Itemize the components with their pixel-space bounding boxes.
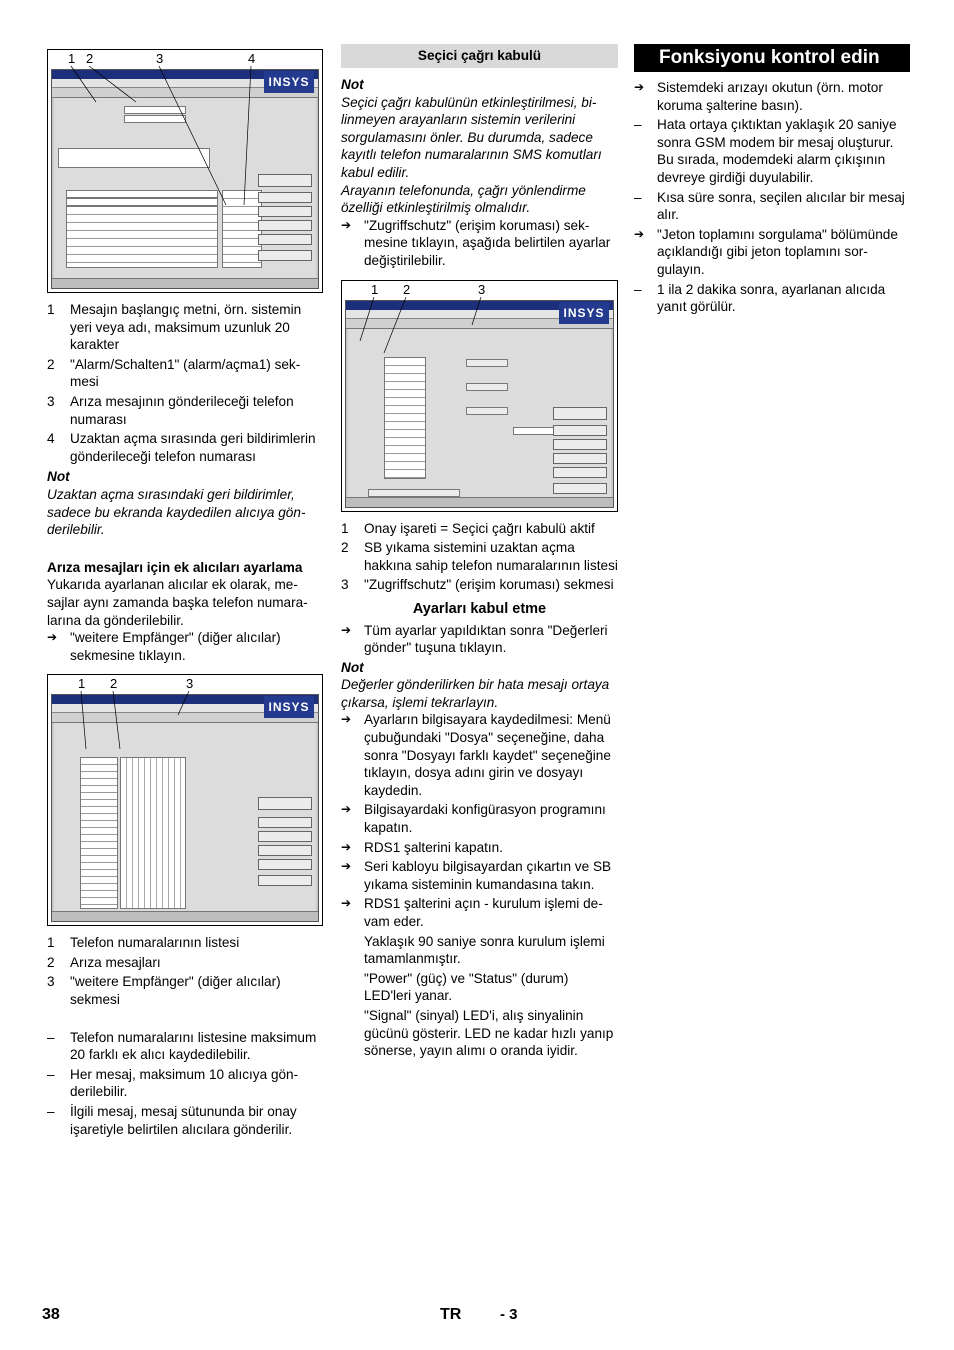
dash-item: – Hata ortaya çıktıktan yaklaşık 20 saniye sonra GSM modem bir mesaj oluşturur. Bu sırada, modemdeki alarm çıkışının devreye girdiği duyulabilir. (634, 117, 897, 185)
arrow-icon: ➔ (341, 217, 352, 232)
callout-1: 1 (68, 51, 76, 66)
subheading-accept-settings: Ayarları kabul etme (412, 600, 547, 617)
language-code: TR (440, 1306, 462, 1323)
list-item: 2 SB yıkama sistemini uzaktan açma hakkına sahip telefon numaralarının listesi (341, 540, 618, 573)
list-item: 1 Onay işareti = Seçici çağrı kabulü aktif (341, 520, 595, 536)
note-text: Arayanın telefonunda, çağrı yönlendirme özelliği etkinleştirilmiş olmalıdır. (341, 182, 586, 216)
instruction-step: ➔ Tüm ayarlar yapıldıktan sonra "Değerleri gönder" tuşuna tıklayın. (341, 622, 608, 656)
screenshot-recipients (47, 674, 323, 926)
note-label: Not (341, 77, 364, 92)
instruction-step: ➔ Sistemdeki arızayı okutun (örn. motor koruma şalterine basın). (634, 80, 883, 113)
list-item: 2 Arıza mesajları (47, 954, 161, 970)
callout-1: 1 (371, 281, 379, 297)
callout-2: 2 (403, 281, 411, 297)
callout-2: 2 (110, 676, 118, 692)
indented-text: Yaklaşık 90 saniye sonra kurulum işlemi tamamlanmıştır. (364, 933, 605, 967)
arrow-icon: ➔ (341, 802, 352, 817)
section-paragraph: Yukarıda ayarlanan alıcılar ek olarak, mesajlar aynı zamanda başka telefon numaralarına da gönderilebilir. (47, 577, 308, 628)
arrow-icon: ➔ (634, 80, 645, 94)
instruction-step: ➔ "Jeton toplamını sorgulama" bölümünde açıklandığı gibi jeton toplamını sorgulayın. (634, 226, 898, 277)
insys-logo: INSYS (559, 302, 609, 324)
arrow-icon: ➔ (341, 896, 352, 911)
screenshot-access-protection (341, 280, 618, 512)
arrow-icon: ➔ (341, 859, 352, 874)
list-item: 1 Mesajın başlangıç metni, örn. sistemin yeri veya adı, maksimum uzunluk 20 karakter (47, 302, 302, 353)
callout-3: 3 (156, 51, 164, 66)
column-right (634, 44, 910, 318)
arrow-icon: ➔ (634, 226, 645, 241)
callout-2: 2 (86, 51, 94, 66)
note-label: Not (341, 659, 364, 675)
dash-item: – Her mesaj, maksimum 10 alıcıya gönderilebilir. (47, 1066, 299, 1100)
page-sub-number: - 3 (500, 1306, 518, 1323)
instruction-step: ➔ Seri kabloyu bilgisayardan çıkartın ve SB yıkama sisteminin kumandasına takın. (341, 859, 612, 892)
callout-4: 4 (248, 51, 256, 66)
callout-3: 3 (478, 281, 486, 297)
note-text: Seçici çağrı kabulünün etkinleştirilmesi, bilinmeyen arayanların sistemin verilerini sorgulamasını önler. Bu durumda, sadece kayıtlı telefon numaralarının SMS komutları kabul edilir. (341, 94, 602, 180)
arrow-icon: ➔ (341, 712, 352, 727)
note-label: Not (47, 469, 70, 485)
instruction-step: ➔ "Zugriffschutz" (erişim koruması) sekmesine tıklayın, aşağıda belirtilen ayarlar değiştirilebilir. (341, 217, 611, 268)
list-item: 2 "Alarm/Schalten1" (alarm/açma1) sekmesi (47, 356, 301, 390)
indented-text: "Signal" (sinyal) LED'i, alış sinyalinin gücünü gösterir. LED ne kadar hızlı yanıp sönerse, yayın alımı o oranda iyidir. (364, 1007, 614, 1059)
instruction-step: ➔ RDS1 şalterini kapatın. (341, 839, 504, 855)
note-text: Uzaktan açma sırasındaki geri bildirimler, sadece bu ekranda kaydedilen alıcıya gönderilebilir. (47, 486, 306, 538)
arrow-icon: ➔ (341, 622, 352, 637)
screenshot-alarm-config (47, 49, 323, 293)
note-text: Değerler gönderilirken bir hata mesajı ortaya çıkarsa, işlemi tekrarlayın. (341, 677, 610, 710)
callout-lines (48, 675, 324, 925)
callout-lines (48, 50, 324, 292)
dash-item: – İlgili mesaj, mesaj sütununda bir onay işaretiyle belirtilen alıcılara gönderilir. (47, 1104, 297, 1137)
dash-item: – 1 ila 2 dakika sonra, ayarlanan alıcıda yanıt görülür. (634, 281, 886, 315)
section-heading: Arıza mesajları için ek alıcıları ayarlama (47, 559, 303, 575)
callout-3: 3 (186, 676, 194, 692)
indented-text: "Power" (güç) ve "Status" (durum) LED'leri yanar. (364, 970, 569, 1004)
dash-item: – Telefon numaralarını listesine maksimum 20 farklı ek alıcı kaydedilebilir. (47, 1029, 317, 1063)
column-middle (341, 44, 618, 1062)
dash-item: – Kısa süre sonra, seçilen alıcılar bir mesaj alır. (634, 189, 905, 223)
arrow-icon: ➔ (47, 630, 58, 645)
section-header-selective-call: Seçici çağrı kabulü (341, 44, 618, 68)
list-item: 3 Arıza mesajının gönderileceği telefon numarası (47, 393, 294, 427)
instruction-step: ➔ Ayarların bilgisayara kaydedilmesi: Menü çubuğundaki "Dosya" seçeneğine, daha sonra "Dosyayı farklı kaydet" seçeneğine tıklayın, dosya adını girin ve dosyayı kaydedin. (341, 712, 611, 798)
callout-lines (342, 281, 619, 511)
insys-logo: INSYS (264, 696, 314, 718)
list-item: 3 "Zugriffschutz" (erişim koruması) sekmesi (341, 577, 614, 593)
list-item: 1 Telefon numaralarının listesi (47, 935, 240, 951)
instruction-step: ➔ "weitere Empfänger" (diğer alıcılar) sekmesine tıklayın. (47, 630, 281, 663)
list-item: 4 Uzaktan açma sırasında geri bildirimlerin gönderileceği telefon numarası (47, 431, 316, 464)
section-header-function-check: Fonksiyonu kontrol edin (634, 44, 910, 72)
instruction-step: ➔ RDS1 şalterini açın - kurulum işlemi devam eder. (341, 896, 603, 929)
callout-1: 1 (78, 676, 86, 692)
page-number: 38 (42, 1306, 60, 1323)
list-item: 3 "weitere Empfänger" (diğer alıcılar) sekmesi (47, 974, 281, 1008)
arrow-icon: ➔ (341, 839, 352, 854)
column-left (47, 44, 323, 1140)
insys-logo: INSYS (264, 71, 314, 93)
instruction-step: ➔ Bilgisayardaki konfigürasyon programını kapatın. (341, 802, 606, 836)
